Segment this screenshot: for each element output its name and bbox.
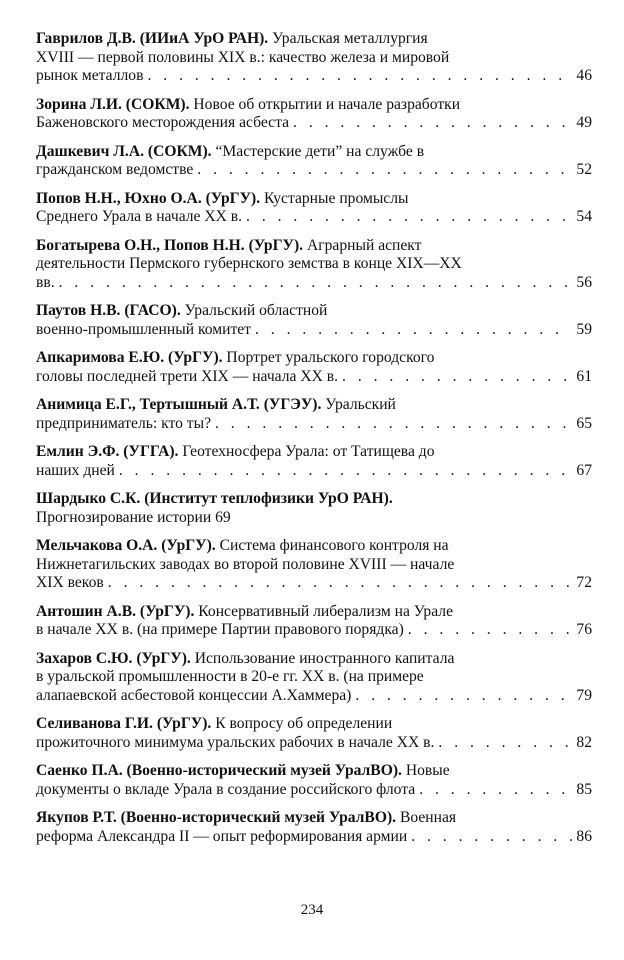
toc-entry-first-line bbox=[36, 537, 592, 556]
toc-entry-title-line: вв. bbox=[36, 273, 55, 291]
toc-entry-title-line: документы о вкладе Урала в создание российского флота bbox=[36, 780, 416, 798]
toc-entry-last-line bbox=[36, 368, 592, 387]
toc-entry-first-line bbox=[36, 96, 592, 115]
toc-entry[interactable] bbox=[36, 809, 592, 846]
dot-leader bbox=[404, 621, 572, 640]
toc-entry-title-line: в уральской промышленности в 20-е гг. XX в. (на примере bbox=[36, 668, 424, 685]
page-number: 234 bbox=[300, 902, 324, 918]
toc-entry-last-line bbox=[36, 734, 592, 753]
toc-entry-author: Антошин А.В. (УрГУ). bbox=[36, 602, 195, 620]
toc-entry[interactable] bbox=[36, 490, 592, 527]
toc-entry-title: Новые bbox=[401, 762, 450, 779]
toc-entry-first-line bbox=[36, 190, 592, 209]
toc-entry-last-line bbox=[36, 462, 592, 481]
toc-entry-first-line bbox=[36, 603, 592, 622]
toc-entry-author: Апкаримова Е.Ю. (УрГУ). bbox=[36, 349, 223, 366]
toc-entry-title: Аграрный аспект bbox=[303, 236, 422, 254]
toc-entry-title-line: Нижнетагильских заводах во второй половине XVIII — начале bbox=[36, 555, 455, 573]
dot-leader bbox=[115, 462, 572, 481]
toc-entry-author: Мельчакова О.А. (УрГУ). bbox=[36, 537, 216, 554]
dot-leader bbox=[338, 368, 572, 387]
toc-entry-title-line: Среднего Урала в начале XX в. bbox=[36, 208, 243, 225]
toc-entry-title: Консервативный либерализм на Урале bbox=[194, 602, 453, 620]
toc-entry-title-line: в начале XX в. (на примере Партии правового порядка) bbox=[36, 621, 404, 638]
toc-entry-author: Паутов Н.В. (ГАСО). bbox=[36, 302, 181, 319]
dot-leader bbox=[351, 687, 572, 706]
toc-entry-last-line bbox=[36, 208, 592, 227]
toc-entry-title: Новое об открытии и начале разработки bbox=[189, 95, 461, 113]
toc-entry-title: Система финансового контроля на bbox=[215, 537, 449, 554]
toc-entry-title-line: реформа Александра II — опыт реформирования армии bbox=[36, 827, 408, 845]
toc-entry[interactable] bbox=[36, 190, 592, 227]
toc-entry-page-number: 52 bbox=[576, 161, 592, 178]
toc-entry-author: Дашкевич Л.А. (СОКМ). bbox=[36, 142, 212, 160]
toc-entry-author: Гаврилов Д.В. (ИИиА УрО РАН). bbox=[36, 30, 269, 47]
toc-entry-page-number: 49 bbox=[576, 114, 592, 131]
toc-entry-last-line bbox=[36, 415, 592, 434]
toc-entry-page-number: 76 bbox=[576, 621, 592, 638]
toc-entry-title: Уральский областной bbox=[180, 302, 328, 319]
toc-entry-title: Геотехносфера Урала: от Татищева до bbox=[178, 443, 435, 460]
toc-entry-title-line: прожиточного минимума уральских рабочих в начале XX в. bbox=[36, 733, 435, 751]
toc-entry-last-line bbox=[36, 574, 592, 593]
dot-leader bbox=[407, 828, 572, 847]
toc-entry-author: Емлин Э.Ф. (УГГА). bbox=[36, 443, 179, 460]
toc-entry[interactable] bbox=[36, 762, 592, 799]
toc-entry-title-line: деятельности Пермского губернского земства в конце XIX—XX bbox=[36, 255, 462, 272]
dot-leader bbox=[434, 734, 572, 753]
toc-entry-author: Шардыко С.К. (Институт теплофизики УрО РАН). bbox=[36, 490, 393, 507]
toc-entry-author: Селиванова Г.И. (УрГУ). bbox=[36, 715, 212, 732]
toc-entry-page-number: 72 bbox=[576, 574, 592, 591]
dot-leader bbox=[242, 208, 572, 227]
dot-leader bbox=[193, 161, 572, 180]
toc-entry-title-line: Прогнозирование истории 69 bbox=[36, 508, 231, 526]
toc-entry-title-line: рынок металлов bbox=[36, 67, 144, 84]
toc-entry-author: Зорина Л.И. (СОКМ). bbox=[36, 95, 190, 113]
toc-entry-page-number: 79 bbox=[576, 686, 592, 704]
toc-entry-page-number: 61 bbox=[576, 367, 592, 385]
dot-leader bbox=[415, 781, 572, 800]
toc-entry[interactable] bbox=[36, 650, 592, 706]
toc-entry-first-line bbox=[36, 143, 592, 162]
toc-entry[interactable] bbox=[36, 396, 592, 433]
toc-entry-last-line bbox=[36, 321, 592, 340]
toc-entry-title-line: Баженовского месторождения асбеста bbox=[36, 114, 290, 131]
toc-entry-author: Анимица Е.Г., Тертышный А.Т. (УГЭУ). bbox=[36, 396, 322, 413]
toc-entry-title-line: XIX веков bbox=[36, 574, 104, 591]
toc-entry[interactable] bbox=[36, 537, 592, 593]
toc-entry-last-line bbox=[36, 828, 592, 847]
toc-entry-first-line bbox=[36, 396, 592, 415]
toc-entry-page-number: 59 bbox=[576, 320, 592, 338]
toc-entry-first-line bbox=[36, 715, 592, 734]
toc-entry-last-line bbox=[36, 621, 592, 640]
toc-entry-title-line: предприниматель: кто ты? bbox=[36, 414, 211, 432]
toc-entry-author: Богатырева О.Н., Попов Н.Н. (УрГУ). bbox=[36, 236, 304, 254]
toc-entry-title-line: военно-промышленный комитет bbox=[36, 320, 251, 338]
toc-entry-title: Уральская металлургия bbox=[268, 30, 428, 47]
toc-entry[interactable] bbox=[36, 237, 592, 293]
toc-entry-title: Портрет уральского городского bbox=[222, 349, 435, 366]
toc-entry-title: Военная bbox=[396, 809, 457, 826]
toc-entry-title: Кустарные промыслы bbox=[260, 189, 409, 207]
toc-entry-first-line bbox=[36, 302, 592, 321]
toc-entry-first-line bbox=[36, 443, 592, 462]
toc-entry-last-line bbox=[36, 274, 592, 293]
toc-entry-first-line bbox=[36, 650, 592, 669]
toc-entry-last-line bbox=[36, 114, 592, 133]
toc-entry[interactable] bbox=[36, 143, 592, 180]
toc-entry-page-number: 67 bbox=[576, 461, 592, 479]
toc-entry-first-line bbox=[36, 349, 592, 368]
toc-entry[interactable] bbox=[36, 302, 592, 339]
toc-entry[interactable] bbox=[36, 349, 592, 386]
toc-entry-last-line bbox=[36, 781, 592, 800]
toc-entry-author: Попов Н.Н., Юхно О.А. (УрГУ). bbox=[36, 189, 261, 207]
toc-entry-page-number: 56 bbox=[576, 273, 592, 291]
toc-entry[interactable] bbox=[36, 443, 592, 480]
toc-entry-page-number: 86 bbox=[576, 827, 592, 845]
toc-entry-author: Захаров С.Ю. (УрГУ). bbox=[36, 649, 191, 667]
dot-leader bbox=[211, 415, 572, 434]
toc-entry-page-number: 54 bbox=[576, 208, 592, 225]
toc-entry[interactable] bbox=[36, 715, 592, 752]
toc-entry-first-line bbox=[36, 809, 592, 828]
toc-entry-title-line: XVIII — первой половины XIX в.: качество железа и мировой bbox=[36, 48, 450, 66]
toc-entry-author: Якупов Р.Т. (Военно-исторический музей УралВО). bbox=[36, 809, 397, 826]
toc-entry-first-line bbox=[36, 30, 592, 49]
dot-leader bbox=[251, 321, 572, 340]
toc-entry-last-line bbox=[36, 687, 592, 706]
toc-entry-last-line bbox=[36, 67, 592, 86]
toc-entry-title: К вопросу об определении bbox=[211, 715, 393, 732]
toc-entry-title: Уральский bbox=[321, 396, 396, 413]
toc-entry-title-line: алапаевской асбестовой концессии А.Хаммера) bbox=[36, 686, 352, 704]
toc-entry-title-line: головы последней трети XIX — начала XX в. bbox=[36, 367, 339, 385]
toc-entry-page-number: 65 bbox=[576, 414, 592, 432]
dot-leader bbox=[55, 274, 572, 293]
toc-entry-title-line: наших дней bbox=[36, 461, 115, 479]
toc-entry-page-number: 82 bbox=[576, 733, 592, 751]
dot-leader bbox=[289, 114, 572, 133]
toc-entry-title: Использование иностранного капитала bbox=[190, 649, 455, 667]
dot-leader bbox=[104, 574, 572, 593]
toc-entry[interactable] bbox=[36, 30, 592, 86]
toc-entry-last-line bbox=[36, 161, 592, 180]
table-of-contents bbox=[36, 30, 592, 856]
toc-entry-title-line: гражданском ведомстве bbox=[36, 161, 194, 178]
toc-entry[interactable] bbox=[36, 96, 592, 133]
toc-entry-title: “Мастерские дети” на службе в bbox=[211, 142, 425, 160]
toc-entry-first-line bbox=[36, 490, 592, 509]
toc-entry-first-line bbox=[36, 237, 592, 256]
dot-leader bbox=[143, 67, 572, 86]
toc-entry-page-number: 85 bbox=[576, 780, 592, 798]
toc-entry-first-line bbox=[36, 762, 592, 781]
toc-entry-author: Саенко П.А. (Военно-исторический музей УралВО). bbox=[36, 762, 402, 779]
toc-entry-page-number: 46 bbox=[576, 67, 592, 84]
toc-entry[interactable] bbox=[36, 603, 592, 640]
